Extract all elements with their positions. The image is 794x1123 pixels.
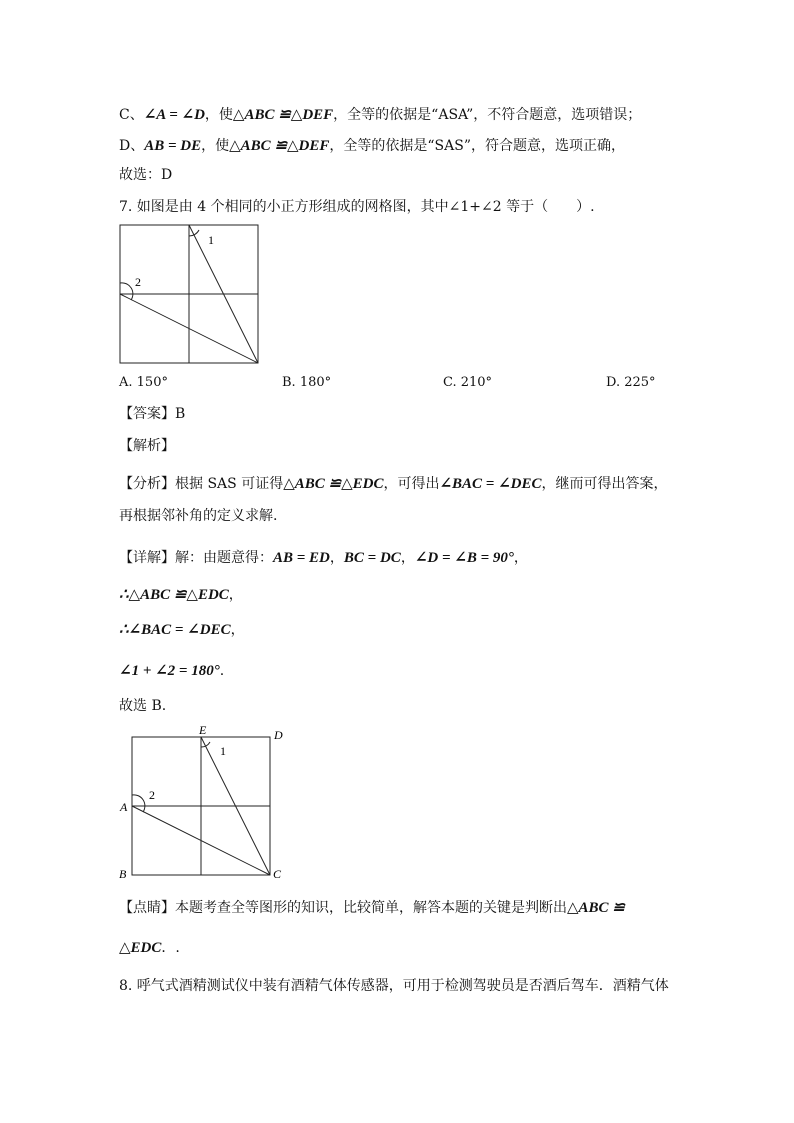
analysis-heading: 【解析】	[119, 438, 175, 454]
step-sum	[119, 661, 224, 681]
angle-2-label: 2	[135, 275, 141, 289]
text: 【详解】解：由题意得：	[119, 550, 273, 566]
text: ，使	[204, 107, 233, 123]
choose-answer-b: 故选 B.	[119, 698, 167, 714]
text: ．.	[161, 940, 180, 956]
text: ，	[400, 550, 415, 566]
math-expression: △EDC	[119, 940, 162, 956]
grid-figure-2	[112, 722, 292, 882]
text: ，	[513, 550, 528, 566]
text: .	[219, 663, 225, 679]
text: D、	[119, 138, 145, 154]
text: 【分析】根据 SAS 可证得	[119, 476, 284, 492]
option-d-explanation	[119, 136, 625, 156]
math-expression: BC = DC	[343, 550, 401, 566]
point-d-label: D	[274, 728, 283, 742]
math-expression: ∴△ABC ≌△EDC	[119, 587, 229, 603]
angle-1-arc	[189, 230, 199, 236]
answer: 【答案】B	[119, 406, 186, 422]
text: ，	[228, 587, 243, 603]
question-8: 8. 呼气式酒精测试仪中装有酒精气体传感器，可用于检测驾驶员是否酒后驾车．酒精气体	[119, 978, 669, 994]
text: ，全等的依据是“ASA”，不符合题意，选项错误；	[333, 107, 642, 123]
math-expression: △ABC ≌△DEF	[229, 138, 330, 154]
math-expression: ∠BAC = ∠DEC	[439, 476, 542, 492]
step-angles-equal	[119, 620, 245, 640]
math-expression: △ABC ≌	[567, 900, 625, 916]
text: ，	[230, 622, 245, 638]
point-c-label: C	[273, 867, 282, 881]
option-a: A. 150°	[119, 375, 168, 390]
text: ，全等的依据是“SAS”，符合题意，选项正确，	[329, 138, 625, 154]
point-a-label: A	[120, 800, 128, 814]
text: ，继而可得出答案，	[541, 476, 668, 492]
math-expression: ∠1 + ∠2 = 180°	[119, 663, 220, 679]
math-expression: ∠D = ∠B = 90°	[414, 550, 514, 566]
text: C、	[119, 107, 144, 123]
question-7: 7. 如图是由 4 个相同的小正方形组成的网格图，其中∠1+∠2 等于（ ）.	[119, 199, 595, 215]
angle-1-arc	[201, 742, 210, 747]
point-b-label: B	[119, 867, 127, 881]
angle-1-label: 1	[208, 233, 214, 247]
math-expression: AB = DE	[144, 138, 202, 154]
option-c-explanation	[119, 105, 641, 125]
key-point-line-1	[119, 898, 625, 918]
detailed-solution	[119, 548, 528, 568]
option-b: B. 180°	[282, 375, 332, 390]
math-expression: △ABC ≌△DEF	[232, 107, 334, 123]
choose-answer-d: 故选：D	[119, 167, 173, 183]
text: ，	[329, 550, 344, 566]
text: 【点睛】本题考查全等图形的知识，比较简单，解答本题的关键是判断出	[119, 900, 567, 916]
text: ，使	[201, 138, 230, 154]
math-expression: ∠A = ∠D	[143, 107, 205, 123]
angle-1-label: 1	[220, 744, 226, 758]
analysis-line-2: 再根据邻补角的定义求解.	[119, 508, 278, 524]
angle-2-label: 2	[149, 788, 155, 802]
key-point-line-2	[119, 938, 180, 958]
math-expression: ∴∠BAC = ∠DEC	[119, 622, 231, 638]
point-e-label: E	[199, 723, 207, 737]
option-c: C. 210°	[443, 375, 493, 390]
math-expression: AB = ED	[273, 550, 330, 566]
math-expression: △ABC ≌△EDC	[283, 476, 384, 492]
analysis-line-1	[119, 474, 668, 494]
option-d: D. 225°	[606, 375, 656, 390]
step-congruence	[119, 585, 243, 605]
grid-figure-1	[119, 224, 261, 366]
text: ，可得出	[383, 476, 440, 492]
